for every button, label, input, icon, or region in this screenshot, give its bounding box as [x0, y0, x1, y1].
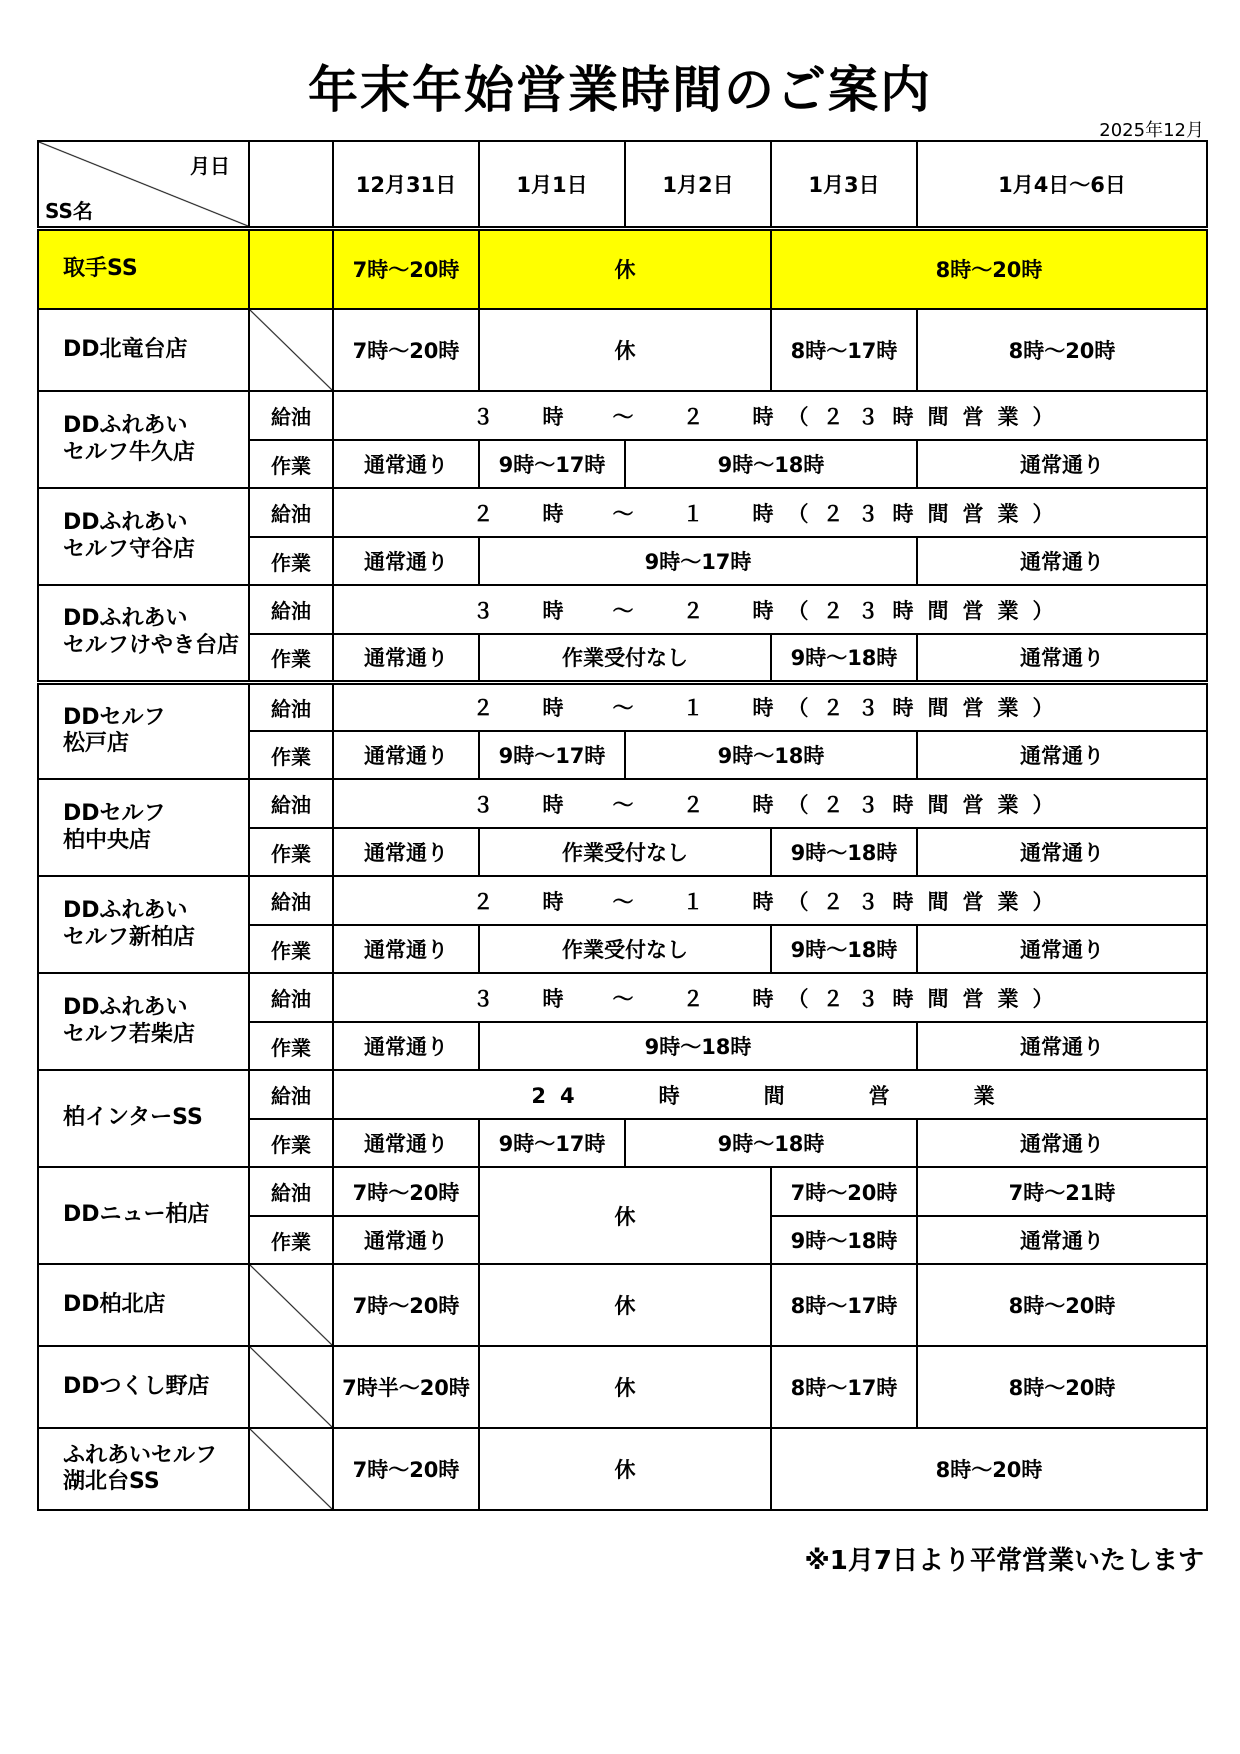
store-name: DDふれあい セルフ若柴店 [38, 973, 249, 1070]
hours-cell: 作業受付なし [479, 634, 771, 682]
hours-cell: 休 [479, 1264, 771, 1346]
header-blank [249, 141, 333, 228]
type-fuel: 給油 [249, 779, 333, 828]
store-name: DDつくし野店 [38, 1346, 249, 1428]
hours-cell: 8時～20時 [917, 309, 1207, 391]
fuel-hours-cell: ２ 時 ～ １ 時（２３時間営業） [333, 876, 1207, 925]
hours-cell: 8時～17時 [771, 1346, 917, 1428]
type-fuel: 給油 [249, 973, 333, 1022]
hours-cell: 通常通り [333, 1216, 479, 1264]
hours-cell: 休 [479, 1346, 771, 1428]
fuel-hours-cell: 24 時 間 営 業 [333, 1070, 1207, 1119]
hours-cell: 9時～18時 [771, 828, 917, 876]
corner-cell [38, 141, 249, 228]
hours-cell: 7時～20時 [333, 309, 479, 391]
hours-cell: 休 [479, 309, 771, 391]
store-row [38, 1264, 1207, 1346]
hours-cell: 通常通り [917, 828, 1207, 876]
type-work: 作業 [249, 1119, 333, 1167]
hours-cell: 休 [479, 1167, 771, 1264]
type-work: 作業 [249, 828, 333, 876]
type-fuel: 給油 [249, 1167, 333, 1216]
hours-cell: 7時～20時 [771, 1167, 917, 1216]
store-row [38, 779, 1207, 828]
header-day: 1月3日 [771, 141, 917, 228]
hours-cell: 9時～18時 [771, 634, 917, 682]
type-work: 作業 [249, 1022, 333, 1070]
store-row [38, 682, 1207, 731]
store-name: DDセルフ 柏中央店 [38, 779, 249, 876]
header-day: 1月4日～6日 [917, 141, 1207, 228]
hours-cell: 通常通り [917, 634, 1207, 682]
hours-cell: 通常通り [917, 731, 1207, 779]
store-row [38, 1167, 1207, 1216]
type-fuel: 給油 [249, 1070, 333, 1119]
type-work: 作業 [249, 440, 333, 488]
hours-cell: 7時～20時 [333, 1264, 479, 1346]
store-row [38, 228, 1207, 309]
store-name: DDふれあい セルフ新柏店 [38, 876, 249, 973]
hours-cell: 通常通り [333, 828, 479, 876]
hours-cell: 通常通り [333, 537, 479, 585]
no-type-cell [249, 1346, 333, 1428]
hours-cell: 8時～17時 [771, 309, 917, 391]
hours-cell: 通常通り [333, 1022, 479, 1070]
header-day: 12月31日 [333, 141, 479, 228]
hours-table [37, 140, 1208, 1511]
fuel-hours-cell: ３ 時 ～ ２ 時（２３時間営業） [333, 585, 1207, 634]
store-name: DD北竜台店 [38, 309, 249, 391]
store-name: ふれあいセルフ 湖北台SS [38, 1428, 249, 1510]
store-row [38, 973, 1207, 1022]
type-work: 作業 [249, 537, 333, 585]
hours-cell: 休 [479, 228, 771, 309]
hours-cell: 9時～18時 [625, 731, 917, 779]
type-work: 作業 [249, 634, 333, 682]
hours-cell: 通常通り [333, 731, 479, 779]
hours-cell: 9時～17時 [479, 440, 625, 488]
fuel-hours-cell: ３ 時 ～ ２ 時（２３時間営業） [333, 779, 1207, 828]
store-name: 柏インターSS [38, 1070, 249, 1167]
hours-cell: 9時～17時 [479, 1119, 625, 1167]
hours-cell: 8時～17時 [771, 1264, 917, 1346]
hours-cell: 9時～17時 [479, 731, 625, 779]
hours-cell: 8時～20時 [917, 1264, 1207, 1346]
type-fuel: 給油 [249, 488, 333, 537]
no-type-cell [249, 1428, 333, 1510]
page-title: 年末年始営業時間のご案内 [308, 61, 932, 119]
type-fuel: 給油 [249, 585, 333, 634]
header-day: 1月2日 [625, 141, 771, 228]
hours-cell: 7時～20時 [333, 1428, 479, 1510]
store-row [38, 585, 1207, 634]
hours-cell: 通常通り [333, 1119, 479, 1167]
type-fuel: 給油 [249, 876, 333, 925]
no-type-cell [249, 1264, 333, 1346]
store-row [38, 488, 1207, 537]
store-name: DD柏北店 [38, 1264, 249, 1346]
store-name: DDふれあい セルフ守谷店 [38, 488, 249, 585]
corner-store-label: SS名 [45, 198, 93, 223]
type-fuel: 給油 [249, 682, 333, 731]
header-day: 1月1日 [479, 141, 625, 228]
type-work: 作業 [249, 731, 333, 779]
hours-cell: 8時～20時 [771, 1428, 1207, 1510]
hours-cell: 休 [479, 1428, 771, 1510]
hours-cell: 9時～18時 [625, 1119, 917, 1167]
hours-cell: 7時～20時 [333, 228, 479, 309]
hours-cell: 作業受付なし [479, 828, 771, 876]
store-name: DDセルフ 松戸店 [38, 682, 249, 779]
hours-cell: 通常通り [333, 925, 479, 973]
hours-cell: 9時～18時 [625, 440, 917, 488]
no-type-cell [249, 228, 333, 309]
hours-cell: 通常通り [917, 1119, 1207, 1167]
footer-note: ※1月7日より平常営業いたします [804, 1546, 1204, 1576]
issue-date: 2025年12月 [1099, 120, 1204, 141]
hours-cell: 8時～20時 [917, 1346, 1207, 1428]
type-work: 作業 [249, 925, 333, 973]
hours-cell: 9時～17時 [479, 537, 917, 585]
store-row [38, 1070, 1207, 1119]
hours-cell: 7時半～20時 [333, 1346, 479, 1428]
fuel-hours-cell: ３ 時 ～ ２ 時（２３時間営業） [333, 391, 1207, 440]
store-row [38, 876, 1207, 925]
type-work: 作業 [249, 1216, 333, 1264]
store-name: DDふれあい セルフけやき台店 [38, 585, 249, 682]
header-row [38, 141, 1207, 228]
no-type-cell [249, 309, 333, 391]
corner-date-label: 月日 [190, 154, 230, 178]
hours-cell: 通常通り [917, 925, 1207, 973]
hours-cell: 9時～18時 [771, 1216, 917, 1264]
store-name: DDふれあい セルフ牛久店 [38, 391, 249, 488]
store-row [38, 1428, 1207, 1510]
hours-cell: 通常通り [917, 1022, 1207, 1070]
hours-cell: 通常通り [333, 440, 479, 488]
hours-cell: 通常通り [917, 440, 1207, 488]
fuel-hours-cell: ２ 時 ～ １ 時（２３時間営業） [333, 682, 1207, 731]
fuel-hours-cell: ３ 時 ～ ２ 時（２３時間営業） [333, 973, 1207, 1022]
hours-cell: 7時～20時 [333, 1167, 479, 1216]
hours-cell: 9時～18時 [771, 925, 917, 973]
type-fuel: 給油 [249, 391, 333, 440]
store-row [38, 309, 1207, 391]
hours-cell: 9時～18時 [479, 1022, 917, 1070]
hours-cell: 7時～21時 [917, 1167, 1207, 1216]
hours-cell: 通常通り [333, 634, 479, 682]
hours-cell: 作業受付なし [479, 925, 771, 973]
hours-cell: 通常通り [917, 537, 1207, 585]
store-row [38, 391, 1207, 440]
fuel-hours-cell: ２ 時 ～ １ 時（２３時間営業） [333, 488, 1207, 537]
hours-cell: 通常通り [917, 1216, 1207, 1264]
store-name: DDニュー柏店 [38, 1167, 249, 1264]
hours-cell: 8時～20時 [771, 228, 1207, 309]
store-row [38, 1346, 1207, 1428]
store-name: 取手SS [38, 228, 249, 309]
